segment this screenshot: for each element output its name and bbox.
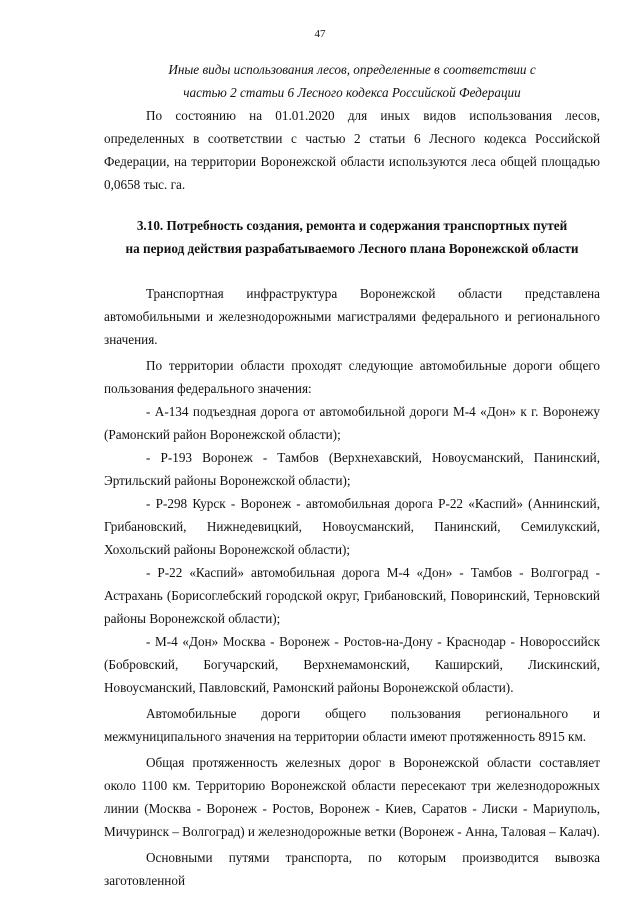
list-item-road-a134: - А-134 подъездная дорога от автомобильной дороги М-4 «Дон» к г. Воронежу (Рамонский район Воронежской области); <box>104 404 600 442</box>
paragraph-transport-infrastructure: Транспортная инфраструктура Воронежской области представлена автомобильными и железнодорожными магистралями федерального и регионального значения. <box>104 286 600 347</box>
subheading-line-2: частью 2 статьи 6 Лесного кодекса Российской Федерации <box>183 85 521 100</box>
paragraph-transport-routes: Основными путями транспорта, по которым производится вывозка заготовленной <box>104 850 600 888</box>
subheading-line-1: Иные виды использования лесов, определенные в соответствии с <box>168 62 536 77</box>
list-item-road-r193: - Р-193 Воронеж - Тамбов (Верхнехавский, Новоусманский, Панинский, Эртильский районы Воронежской области); <box>104 450 600 488</box>
list-item-road-r22: - Р-22 «Каспий» автомобильная дорога М-4 «Дон» - Тамбов - Волгоград - Астрахань (Борисоглебский городской округ, Грибановский, Поворинский, Терновский районы Воронежской области); <box>104 565 600 626</box>
page-content <box>104 58 600 892</box>
paragraph-federal-roads-intro: По территории области проходят следующие автомобильные дороги общего пользования федерального значения: <box>104 358 600 396</box>
list-item-road-m4: - М-4 «Дон» Москва - Воронеж - Ростов-на-Дону - Краснодар - Новороссийск (Бобровский, Богучарский, Верхнемамонский, Каширский, Лискинский, Новоусманский, Павловский, Рамонский районы Воронежской области). <box>104 634 600 695</box>
section-heading-line-1: 3.10. Потребность создания, ремонта и содержания транспортных путей <box>136 218 568 233</box>
paragraph-railways: Общая протяженность железных дорог в Воронежской области составляет около 1100 км. Территорию Воронежской области пересекают три железнодорожных линии (Москва - Воронеж - Ростов, Воронеж - Киев, Саратов - Лиски - Мариуполь, Мичуринск – Волгоград) и железнодорожные ветки (Воронеж - Анна, Таловая – Калач). <box>104 755 600 839</box>
section-heading-line-2: на период действия разрабатываемого Лесного плана Воронежской области <box>125 241 579 256</box>
paragraph-regional-roads: Автомобильные дороги общего пользования регионального и межмуниципального значения на территории области имеют протяженность 8915 км. <box>104 706 600 744</box>
list-item-road-r298: - Р-298 Курск - Воронеж - автомобильная дорога Р-22 «Каспий» (Аннинский, Грибановский, Нижнедевицкий, Новоусманский, Панинский, Семилукский, Хохольский районы Воронежской области); <box>104 496 600 557</box>
intro-paragraph: По состоянию на 01.01.2020 для иных видов использования лесов, определенных в соответствии с частью 2 статьи 6 Лесного кодекса Российской Федерации, на территории Воронежской области используются леса общей площадью 0,0658 тыс. га. <box>104 108 600 192</box>
page-number: 47 <box>314 28 326 40</box>
